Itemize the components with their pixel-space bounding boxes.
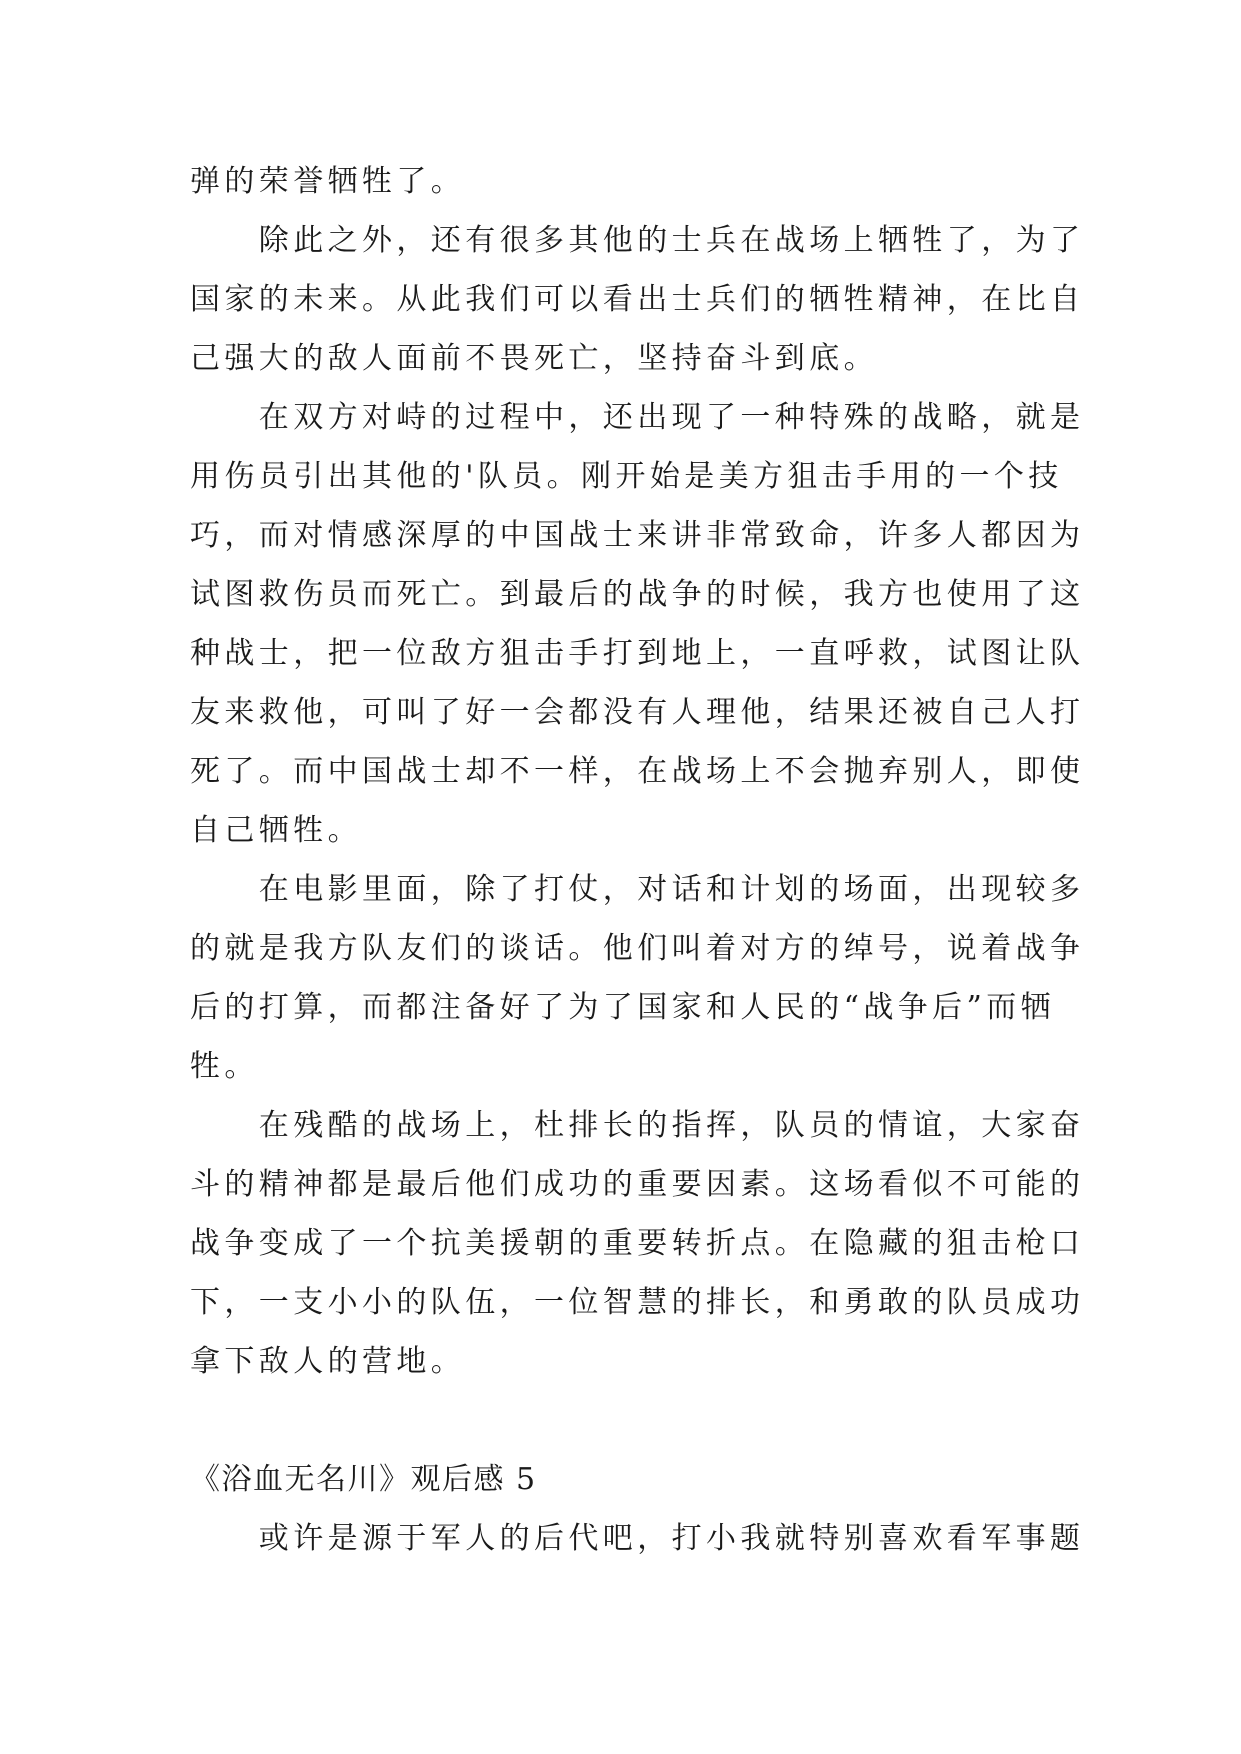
paragraph [190,388,1085,860]
text-line: 种战士，把一位敌方狙击手打到地上，一直呼救，试图让队 [190,636,1085,671]
paragraph [190,860,1085,1096]
text-line: 在双方对峙的过程中，还出现了一种特殊的战略，就是 [190,400,1085,435]
text-line: 牲。 [190,1049,259,1084]
section-spacer [190,1391,1052,1450]
text-line: 在残酷的战场上，杜排长的指挥，队员的情谊，大家奋 [190,1108,1085,1143]
text-line: 战争变成了一个抗美援朝的重要转折点。在隐藏的狙击枪口 [190,1226,1085,1261]
text-line: 自己牺牲。 [190,813,362,848]
text-line: 国家的未来。从此我们可以看出士兵们的牺牲精神，在比自 [190,282,1085,317]
text-line: 弹的荣誉牺牲了。 [190,164,466,199]
paragraph [190,152,1052,211]
text-line: 的就是我方队友们的谈话。他们叫着对方的绰号，说着战争 [190,931,1085,966]
text-line: 在电影里面，除了打仗，对话和计划的场面，出现较多 [190,872,1085,907]
document-body [190,152,1085,1568]
text-line: 斗的精神都是最后他们成功的重要因素。这场看似不可能的 [190,1167,1085,1202]
text-line: 用伤员引出其他的'队员。刚开始是美方狙击手用的一个技 [190,459,1063,494]
section-heading: 《浴血无名川》观后感 5 [190,1462,537,1497]
text-line: 或许是源于军人的后代吧，打小我就特别喜欢看军事题 [190,1521,1085,1556]
text-line: 试图救伤员而死亡。到最后的战争的时候，我方也使用了这 [190,577,1085,612]
text-line: 除此之外，还有很多其他的士兵在战场上牺牲了，为了 [190,223,1085,258]
text-line: 下，一支小小的队伍，一位智慧的排长，和勇敢的队员成功 [190,1285,1085,1320]
paragraph [190,1096,1085,1391]
text-line: 友来救他，可叫了好一会都没有人理他，结果还被自己人打 [190,695,1085,730]
text-line: 拿下敌人的营地。 [190,1344,466,1379]
text-line: 死了。而中国战士却不一样，在战场上不会抛弃别人，即使 [190,754,1085,789]
text-line: 己强大的敌人面前不畏死亡，坚持奋斗到底。 [190,341,878,376]
text-line: 巧，而对情感深厚的中国战士来讲非常致命，许多人都因为 [190,518,1085,553]
text-line: 后的打算，而都注备好了为了国家和人民的“战争后”而牺 [190,990,1056,1025]
paragraph [190,211,1085,388]
